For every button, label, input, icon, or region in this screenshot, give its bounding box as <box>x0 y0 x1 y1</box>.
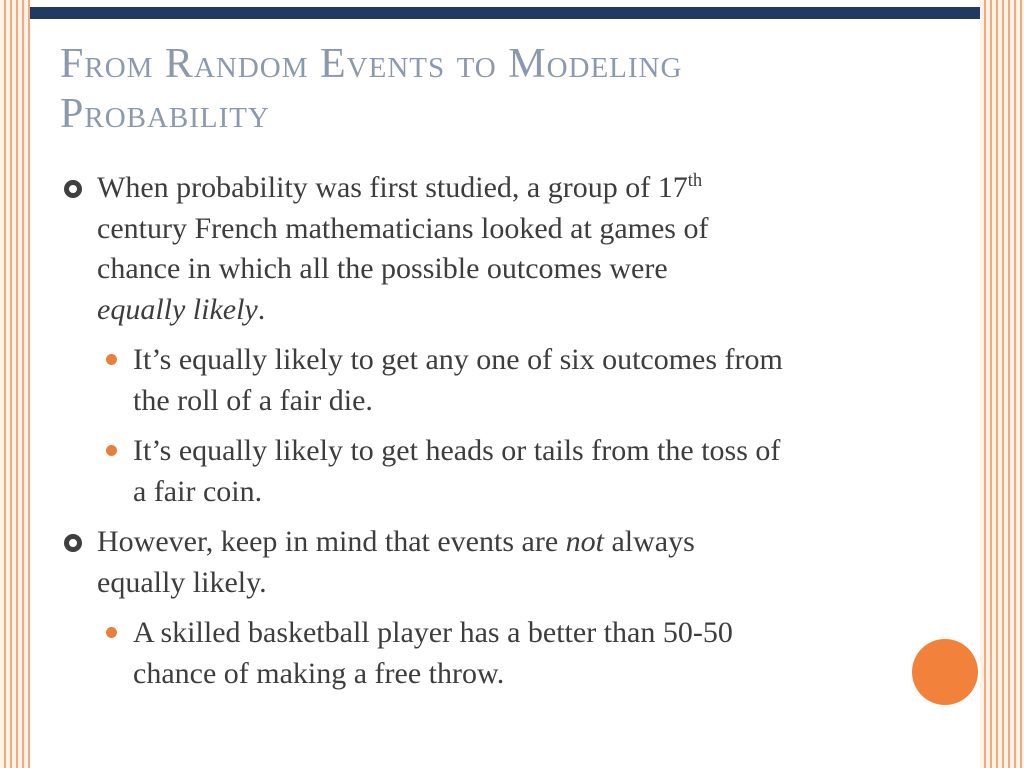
ring-bullet-icon <box>64 534 82 552</box>
right-stripe-decoration <box>980 0 1024 768</box>
left-stripe-decoration <box>0 0 30 768</box>
slide-title: From Random Events to Modeling Probability <box>60 41 683 137</box>
dot-bullet-icon <box>106 627 117 638</box>
bullet-text: When probability was first studied, a group of 17th century French mathematicians looked at games of chance in which all the possible outcomes were equally likely. <box>97 170 709 326</box>
bullet-item <box>104 340 942 421</box>
bullet-text: A skilled basketball player has a better than 50-50 chance of making a free throw. <box>133 616 733 690</box>
bullet-item <box>62 522 942 603</box>
dot-bullet-icon <box>106 354 117 365</box>
top-navy-bar <box>30 7 980 19</box>
slide-content-area <box>30 0 980 768</box>
dot-bullet-icon <box>106 445 117 456</box>
orange-circle-decoration <box>912 639 978 705</box>
bullet-list <box>62 168 942 704</box>
ring-bullet-icon <box>64 180 82 198</box>
bullet-text: It’s equally likely to get heads or tails from the toss of a fair coin. <box>133 434 781 508</box>
bullet-item <box>62 168 942 330</box>
bullet-text: It’s equally likely to get any one of six outcomes from the roll of a fair die. <box>133 343 783 417</box>
bullet-item <box>104 431 942 512</box>
bullet-item <box>104 613 942 694</box>
bullet-text: However, keep in mind that events are not always equally likely. <box>97 525 695 599</box>
